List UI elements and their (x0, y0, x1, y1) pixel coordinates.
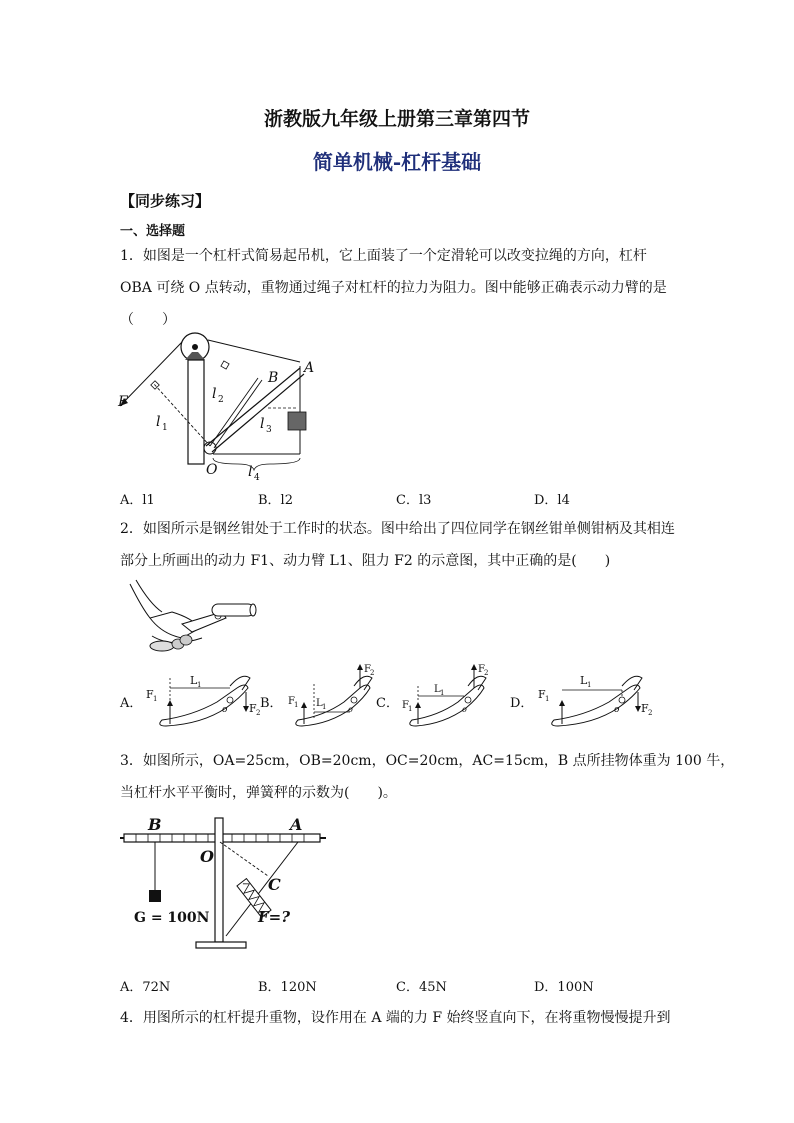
q1-text-line1: 1．如图是一个杠杆式简易起吊机，它上面装了一个定滑轮可以改变拉绳的方向，杠杆 (120, 248, 647, 264)
q2-option-b-diagram[interactable] (284, 662, 384, 730)
q1-text-line2: OBA 可绕 O 点转动，重物通过绳子对杠杆的拉力为阻力。图中能够正确表示动力臂的是 (120, 280, 667, 296)
q1-label-l3: l (260, 416, 265, 432)
q2c-label-F2-sub: 2 (484, 669, 489, 677)
q1-label-l2: l (212, 386, 217, 402)
q2b-label-F2: F (364, 664, 371, 675)
q2a-label-F2-sub: 2 (256, 709, 261, 717)
q1-label-l2-sub: 2 (218, 395, 224, 405)
q1-label-l4: l (248, 464, 253, 480)
q4-text-line1: 4．用图所示的杠杆提升重物，设作用在 A 端的力 F 始终竖直向下，在将重物慢慢提升到 (120, 1010, 671, 1026)
q1-text-line3: （ ） (120, 312, 176, 328)
q2a-label-L1: L (190, 674, 198, 687)
q3-label-F: F=? (258, 908, 291, 926)
q3-label-C: C (268, 875, 281, 894)
q2c-label-L1: L (434, 684, 441, 695)
q3-option-c[interactable]: C．45N (396, 980, 447, 995)
q2b-label-F2-sub: 2 (370, 669, 375, 677)
q2c-label-F1: F (402, 700, 409, 711)
q1-label-B: B (268, 370, 279, 386)
q2b-label-F1: F (288, 696, 295, 707)
q3-option-b[interactable]: B．120N (258, 980, 317, 995)
q2-option-c-diagram[interactable] (398, 662, 498, 730)
document-title: 浙教版九年级上册第三章第四节 (263, 108, 530, 130)
q2-option-a[interactable]: A． (120, 696, 143, 711)
q1-option-b[interactable]: B．l2 (258, 493, 293, 508)
q2-option-b[interactable]: B． (260, 696, 283, 711)
q1-label-A: A (304, 360, 315, 376)
q2d-label-L1-sub: 1 (587, 681, 592, 689)
q2-pliers-hand-image (122, 578, 257, 656)
q2a-label-o: o (222, 705, 228, 715)
q3-text-line1: 3．如图所示，OA=25cm，OB=20cm，OC=20cm，AC=15cm，B 点所挂物体重为 100 牛， (120, 753, 735, 769)
q3-label-G: G = 100N (134, 910, 210, 926)
subsection-heading: 一、选择题 (120, 224, 186, 239)
q3-lever-diagram (118, 808, 330, 958)
q2d-label-L1: L (580, 674, 588, 687)
q1-option-d[interactable]: D．l4 (534, 493, 570, 508)
q2d-label-F1-sub: 1 (545, 695, 550, 703)
q2a-label-F2: F (249, 702, 257, 715)
q2d-label-F2-sub: 2 (648, 709, 653, 717)
q1-label-l4-sub: 4 (254, 473, 260, 483)
q2d-label-o: o (614, 705, 620, 715)
q3-label-A: A (290, 815, 303, 834)
q1-label-l1: l (156, 414, 161, 430)
q2-text-line2: 部分上所画出的动力 F1、动力臂 L1、阻力 F2 的示意图，其中正确的是( ) (120, 553, 611, 569)
q2-option-a-diagram[interactable] (142, 668, 262, 730)
q3-option-a[interactable]: A．72N (120, 980, 171, 995)
q2a-label-F1: F (146, 688, 154, 701)
q1-option-c[interactable]: C．l3 (396, 493, 432, 508)
q2b-label-L1: L (316, 698, 323, 709)
q2-option-d-diagram[interactable] (534, 668, 654, 730)
q1-label-l1-sub: 1 (162, 423, 168, 433)
q3-label-O: O (200, 847, 214, 866)
q2-option-d[interactable]: D． (510, 696, 534, 711)
q2c-label-o: o (462, 705, 467, 714)
q1-label-l3-sub: 3 (266, 425, 272, 435)
q2-option-c[interactable]: C． (376, 696, 399, 711)
q1-label-F: F (118, 394, 128, 410)
q2d-label-F1: F (538, 688, 546, 701)
q3-text-line2: 当杠杆水平平衡时，弹簧秤的示数为( )。 (120, 785, 397, 801)
q2a-label-L1-sub: 1 (197, 681, 202, 689)
q2c-label-L1-sub: 1 (440, 689, 445, 697)
q2c-label-F1-sub: 1 (408, 705, 413, 713)
q2d-label-F2: F (641, 702, 649, 715)
q1-crane-diagram (118, 330, 328, 483)
q3-label-B: B (148, 815, 162, 834)
q2c-label-F2: F (478, 664, 485, 675)
document-subtitle: 简单机械-杠杆基础 (312, 150, 482, 174)
q1-option-a[interactable]: A．l1 (120, 493, 155, 508)
q2b-label-F1-sub: 1 (294, 701, 299, 709)
q1-label-O: O (206, 462, 218, 478)
q2b-label-o: o (348, 705, 353, 714)
q3-option-d[interactable]: D．100N (534, 980, 594, 995)
q2a-label-F1-sub: 1 (153, 695, 158, 703)
q2b-label-L1-sub: 1 (322, 703, 327, 711)
section-heading: 【同步练习】 (120, 192, 211, 210)
q2-text-line1: 2．如图所示是钢丝钳处于工作时的状态。图中给出了四位同学在钢丝钳单侧钳柄及其相连 (120, 521, 675, 537)
